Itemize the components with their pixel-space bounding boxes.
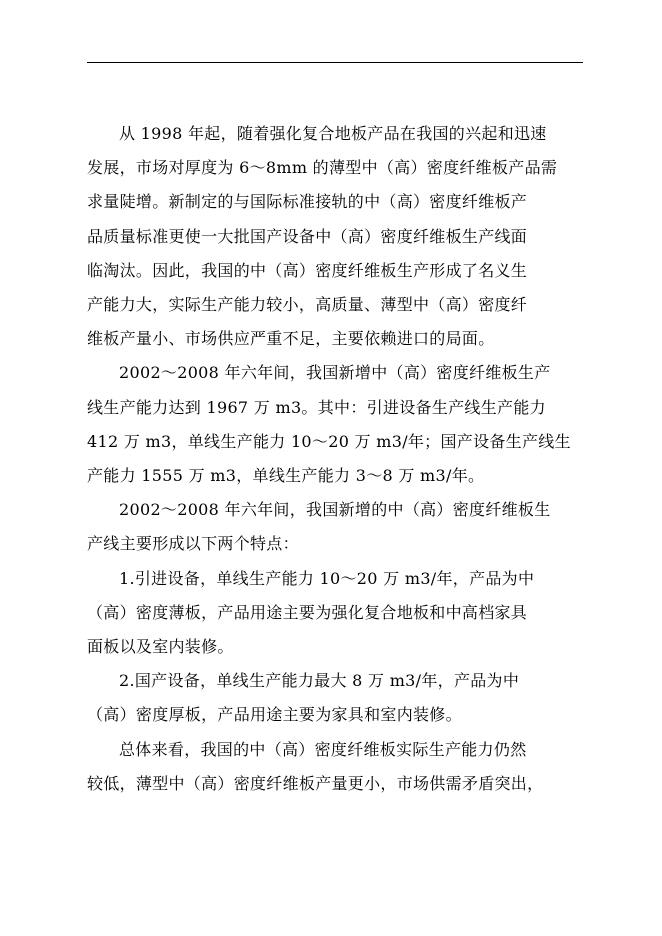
text-line: 求量陡增。新制定的与国际标准接轨的中（高）密度纤维板产: [87, 192, 528, 212]
text-line: 2.国产设备，单线生产能力最大 8 万 m3/年，产品为中: [119, 671, 520, 691]
list-item-domestic-equipment: [87, 664, 583, 732]
text-line: （高）密度厚板，产品用途主要为家具和室内装修。: [87, 705, 462, 725]
text-line: 2002～2008 年六年间，我国新增中（高）密度纤维板生产: [119, 363, 551, 383]
text-line: 产能力 1555 万 m3，单线生产能力 3～8 万 m3/年。: [87, 466, 485, 486]
paragraph-two-features: [87, 493, 583, 561]
text-line: 总体来看，我国的中（高）密度纤维板实际生产能力仍然: [119, 739, 527, 759]
document-body: [87, 117, 583, 801]
text-line: 2002～2008 年六年间，我国新增的中（高）密度纤维板生: [119, 500, 551, 520]
paragraph-capacity-2002-2008: [87, 356, 583, 493]
text-line: 面板以及室内装修。: [87, 637, 234, 657]
text-line: 线生产能力达到 1967 万 m3。其中：引进设备生产线生产能力: [87, 397, 546, 417]
list-item-imported-equipment: [87, 562, 583, 665]
text-line: （高）密度薄板，产品用途主要为强化复合地板和中高档家具: [87, 602, 528, 622]
text-line: 较低，薄型中（高）密度纤维板产量更小，市场供需矛盾突出，: [87, 773, 544, 793]
text-line: 品质量标准更使一大批国产设备中（高）密度纤维板生产线面: [87, 226, 528, 246]
header-rule: [87, 62, 583, 63]
text-line: 从 1998 年起，随着强化复合地板产品在我国的兴起和迅速: [119, 124, 547, 143]
text-line: 412 万 m3，单线生产能力 10～20 万 m3/年；国产设备生产线生: [87, 431, 571, 451]
text-line: 1.引进设备，单线生产能力 10～20 万 m3/年，产品为中: [119, 568, 535, 588]
paragraph-overall-summary: [87, 733, 583, 801]
text-line: 维板产量小、市场供应严重不足，主要依赖进口的局面。: [87, 329, 495, 349]
text-line: 临淘汰。因此，我国的中（高）密度纤维板生产形成了名义生: [87, 260, 528, 280]
text-line: 产线主要形成以下两个特点：: [87, 534, 299, 554]
text-line: 产能力大，实际生产能力较小，高质量、薄型中（高）密度纤: [87, 295, 528, 315]
paragraph-mdf-demand: [87, 117, 583, 356]
text-line: 发展，市场对厚度为 6～8mm 的薄型中（高）密度纤维板产品需: [87, 158, 558, 178]
